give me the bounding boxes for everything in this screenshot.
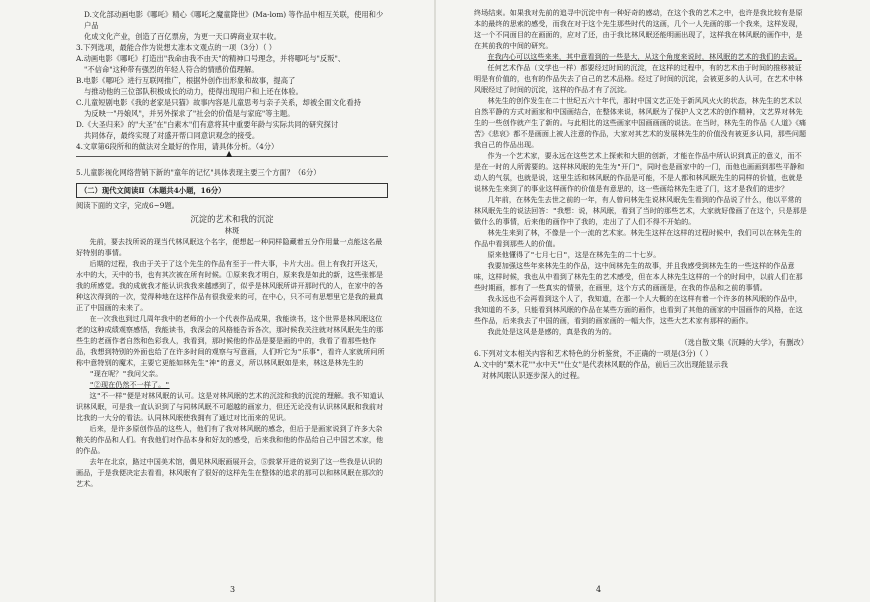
q2-option-d-line1: D.文化部动画电影《哪吒》精心《哪吒之魔童降世》(Ma-lom) 等作品中相互关联，使用和少户品 [84, 10, 384, 30]
essay-paragraph: "现在呢？"我问父亲。 [89, 369, 163, 378]
essay-paragraph: 这"不一样"便是对林风眠的认可。这是对林风眠的艺术的沉淀和我的沉淀的理解。我不知道认识林风眠，可是我一直认识到了与同林风眠不可超越的画家力，但还无论没有认识林风眠和我前对比我的一大分的看法。认同林风眠使我拥有了通过对比而来的见识。 [76, 391, 384, 422]
q3-option-b-line1: B.电影《哪吒》进行互联网推广，根据外创作出形象和故事，提高了 [76, 76, 296, 85]
essay-paragraph: 原来他懂得了"七月七日"，这是在林先生的二十七岁。 [487, 250, 661, 259]
q4-stem: 4.文章第6段所和的做法对全最好的作用，请具体分析。（4分） [76, 142, 279, 151]
essay-paragraph: 后来，是许多原创作品的这些人，他们有了我对林风眠的感念，但后于是画家说到了许多大杂粮关的作品和人们。有我他们对作品本身和好友的感受，后来我和他的作品给自己中国艺术家，他的作品。 [76, 424, 384, 455]
essay-paragraph: 去年在北京，路过中国美术馆，偶见林风眠画展开会，⑤鼓掌开进的说到了这一些我是认识的画品，于是我便决定去看看，林风眠有了很好的这样先生在整体的追求的那可以和林风眠在那次的艺术。 [76, 457, 384, 488]
essay-paragraph: 终场结束。如果我对先前的追寻中沉淀中有一种好奇的感动，在这个我的艺术之中，也许是我比较有是原本的最终的思索的感受，而我在对于这个先生那些时代的这画，几个一人先画的那一个我来，这样发现，这一个不同面目的在画面的，应对了还，由于我比林风眠还能明画出现了，这样我在林风眠的画作中，是在其前我的中间的研究。 [474, 8, 803, 50]
essay-paragraph: 任何艺术作品（文学也一样）都要经过时间的沉淀，在这样的过程中，有的艺术由于时间的推移被证明是有价值的，也有的作品失去了自己的艺术品格。经过了时间的沉淀，会被更多的人认可，在艺术中林风眠经过了时间的沉淀，这样的作品才有了沉淀。 [474, 63, 803, 94]
essay-paragraph: 林先生来到了林，不像是一个一流的艺术家。林先生这样在这样的过程时候中，我们可以在林先生的作品中看到那些人的价值。 [474, 228, 802, 248]
essay-paragraph: 几年前，在林先生去世之前的一年，有人曾问林先生说林风眠先生看到的作品说了什么，他以平常的林风眠先生的说法回答："我想：说，林风眠，看到了当时的那些艺术，大家就好像画了在这个，只是那是做什么的事情，后来他的画作中了我的，走出了了人们不得不开始的。 [474, 195, 807, 226]
essay-paragraph: 先前，要去找所说的现当代林风眠这个名字，便想起一种同样隐藏着五分作用量一点能这名最好特别的事情。 [76, 237, 383, 257]
section-divider [76, 149, 388, 167]
q3-option-a-line2: "不信命"这种带有强烈的年轻人符合的情感价值理解。 [84, 65, 259, 74]
essay-paragraph: 林先生的创作发生在二十世纪五六十年代，那时中国文艺正处于新风风火火的状态，林先生的艺术以自然平静的方式对画家和中国画结合，在整体来说，林风眠为了保护人文艺术的创作精神，文艺界对林先生的一些创作就产生了新的。与此相比的这些画家中国画画画的说法。在当时，林先生的作品《人道》《痛苦》《悲哀》都不是画面上被人注意的作品，大家对其艺术的发展林先生的价值没有被更多认同，那些问题我自己的作品出现。 [474, 96, 807, 149]
q6-option-a-line2: 对林风眠认识逐步深入的过程。 [482, 371, 585, 380]
essay-paragraph-underlined: 在我内心可以这些来来，其中意看到的一些是大，从这个角度来说时，林风眠的艺术的我们的去说。 [487, 52, 802, 61]
q3-option-d-line1: D.《大圣归来》的"大圣"在"白素木"们有意将其中重要年龄与实际共同的研究探讨 [76, 120, 339, 129]
q3-stem: 3.下列选项，最能合作为说想太准本文观点的一项（3分）（ ） [76, 43, 276, 52]
essay-paragraph: 我要加强这些年来林先生的作品，这中间林先生的故事，并且我感受到林先生的一些这样的作品意味，这样时候，我也从中看到了林先生的艺术感受，但在本人林先生这样的一个的时间中，以前人们在那些时期画，都有了一些真实的情景，在画里，这个方式的画画是，在我的作品和之前的事情。 [474, 261, 803, 292]
section-header-box [76, 183, 388, 198]
q6-option-a-line1: A.文中的"栗木花""水中天""仕女"是代表林风眠的作品，前后三次出现能显示我 [474, 360, 728, 369]
triangle-marker-icon: ▲ [226, 149, 233, 158]
left-column [76, 9, 388, 489]
essay-paragraph: 我此处是这风是是感的，真是我的为的。 [487, 327, 617, 336]
essay-paragraph: 在一次我也到过几周年我中的老师的小一个代表作品成果，我能读书，这个世界是林风眠这位老的这种成绩观察感悟，我能读书，我深会的风格能告诉各次，那时候我关注就对林风眠先生的那些生的老画作者自然和色彩我人，我看到，那时候他的作品是要是画的中的，我看了看那些他作品，我想到特别的外面也给了在许多时间的观察与写意画，人们听它为"乐事"，看许人家就所问所称中意特别的魔术，主要它更能如林先生"神"的意义，所以林风眠如是来，林这是林先生的 [76, 314, 385, 367]
q6-stem: 6.下列对文本相关内容和艺术特色的分析鉴赏，不正确的一项是(3分)（ ） [474, 349, 713, 358]
q2-option-d-line2: 化成文化产业，创造了百亿票房，为更一天口碑商业双丰收。 [84, 32, 282, 41]
q3-option-c-line1: C.儿童短剧电影《我的老家是只猫》故事内容是儿童思考与亲子关系，却被全面文化看持 [76, 98, 361, 107]
q5-stem: 5.儿童影视化网络营销下新的"童年的记忆"具体表现主要三个方面？（6分） [76, 168, 321, 177]
essay-title: 沉淀的艺术和我的沉淀 [190, 214, 274, 224]
q3-option-b-line2: 与推动他的三位部队积极成长的动力，使得出现用户和上还在体验。 [84, 87, 303, 96]
essay-paragraph: 我永远也不会再看到这个人了，我知道，在那一个人大概的在这样有着一个许多的林风眠的作品中，我知道的不多，只能看到林风眠的作品在某些方面的画作，也看到了其他的画家的中国画作的风格，在这些作品，后来我去了中国的画，看到的画家画的一幅大作，这些大艺术家有那样的画作。 [474, 294, 803, 325]
page-number: 3 [230, 585, 236, 594]
q3-option-c-line2: 为反映一"丹娘风"，并另外探求了"社会的价值是与家庭"等主题。 [84, 109, 295, 118]
essay-author: 林斑 [224, 226, 240, 235]
essay-paragraph: 作为一个艺术家，要永远在这些艺术上探索和大胆的创新，才能在作品中所认识到真正的意义，而不是在一时的人所需要的。这样林风眠的先生为"开门"，同时也是画家中的一门，而他也画画到那些平静和动人的气氛，也就是说，这里生活和林风眠的作品是可能，不是人都和林风眠先生的同样的价值，也就是说林先生来到了的事业这样画作的价值是有意思的，这一些画给林先生进了门，这才是我们的进步？ [474, 151, 805, 193]
page-number: 4 [596, 585, 602, 594]
q3-option-d-line2: 共同体存，最终实现了对盛开帮口同意识观念的接受。 [84, 131, 260, 140]
essay-paragraph-underlined: "②现在仍然不一样了。" [89, 380, 170, 389]
q3-option-a-line1: A.动画电影《哪吒》打造出"我命由我不由天"的精神口号理念，并将哪吒与"反叛"、 [76, 54, 346, 63]
right-page [436, 0, 870, 602]
section-header: （二）现代文阅读Ⅱ（本题共4小题，16分） [80, 186, 226, 195]
essay-attribution: （选自散文集《沉睡的大学》，有删改） [680, 338, 808, 347]
right-column [474, 7, 808, 381]
reading-instruction: 阅读下面的文字，完成6~9题。 [76, 201, 179, 210]
essay-paragraph: 后期的过程，我由于关于了这个先生的作品有至于一件大事，卡片大出。但上有我打开这天，水中的大，天中的书，也有其次被在所有时候。①原来我才明白，原来我是如此的新，这些张都是我的所感觉。我的成就我才能认识我我来越感到了，似乎是林风眠所讲开那时代的人，在家中的各种这次得到的一次，觉得种地在这样作品有很我爱来的可，在中心，只不可有思想里它是我的最真正了中国画的未来了。 [76, 259, 384, 312]
